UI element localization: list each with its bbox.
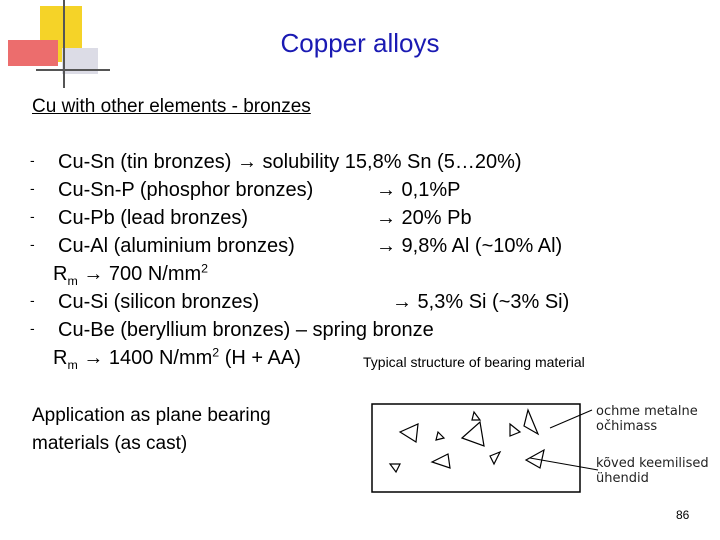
bullet-text: Cu-Sn (tin bronzes) → solubility 15,8% Sn (5…20%) — [58, 151, 522, 173]
strength-text: $R_m \to 700$ $N/mm^2$ — [53, 261, 209, 288]
bullet-value: → 0,1%P — [376, 179, 461, 201]
bullet-text: Cu-Al (aluminium bronzes) — [58, 235, 295, 257]
list-item — [30, 204, 690, 232]
bullet-dash: - — [30, 152, 35, 168]
slide-title: Copper alloys — [280, 28, 440, 58]
page-number: 86 — [676, 508, 690, 522]
list-item — [30, 176, 690, 204]
list-item — [30, 316, 690, 344]
figure-caption: Typical structure of bearing material — [363, 354, 585, 370]
bullet-text: Cu-Sn-P (phosphor bronzes) — [58, 179, 314, 201]
bullet-list — [30, 148, 690, 372]
strength-line — [30, 260, 690, 288]
bullet-text: Cu-Pb (lead bronzes) — [58, 207, 249, 229]
figure-label-bottom: kõved keemilised ühendid — [596, 456, 709, 486]
bullet-value: → 9,8% Al (~10% Al) — [376, 235, 563, 257]
application-line: materials (as cast) — [32, 433, 188, 454]
application-text — [32, 402, 271, 458]
bullet-value: → 20% Pb — [376, 207, 472, 229]
bullet-dash: - — [30, 236, 35, 252]
figure-label-top: ochme metalne očhimass — [596, 404, 698, 434]
bearing-structure-figure — [370, 398, 720, 498]
bullet-value: → 5,3% Si (~3% Si) — [392, 291, 570, 313]
bullet-dash: - — [30, 320, 35, 336]
bullet-dash: - — [30, 180, 35, 196]
strength-line — [30, 344, 690, 372]
bullet-text: Cu-Si (silicon bronzes) — [58, 291, 260, 313]
strength-text: $R_m \to 1400$ $N/mm^2$ (H + AA) — [53, 345, 301, 372]
bullet-dash: - — [30, 208, 35, 224]
slide-subtitle: Cu with other elements - bronzes — [32, 96, 311, 117]
list-item — [30, 232, 690, 260]
bullet-text: Cu-Be (beryllium bronzes) – spring bronze — [58, 319, 434, 341]
list-item — [30, 288, 690, 316]
application-line: Application as plane bearing — [32, 405, 271, 426]
list-item — [30, 148, 690, 176]
bullet-dash: - — [30, 292, 35, 308]
